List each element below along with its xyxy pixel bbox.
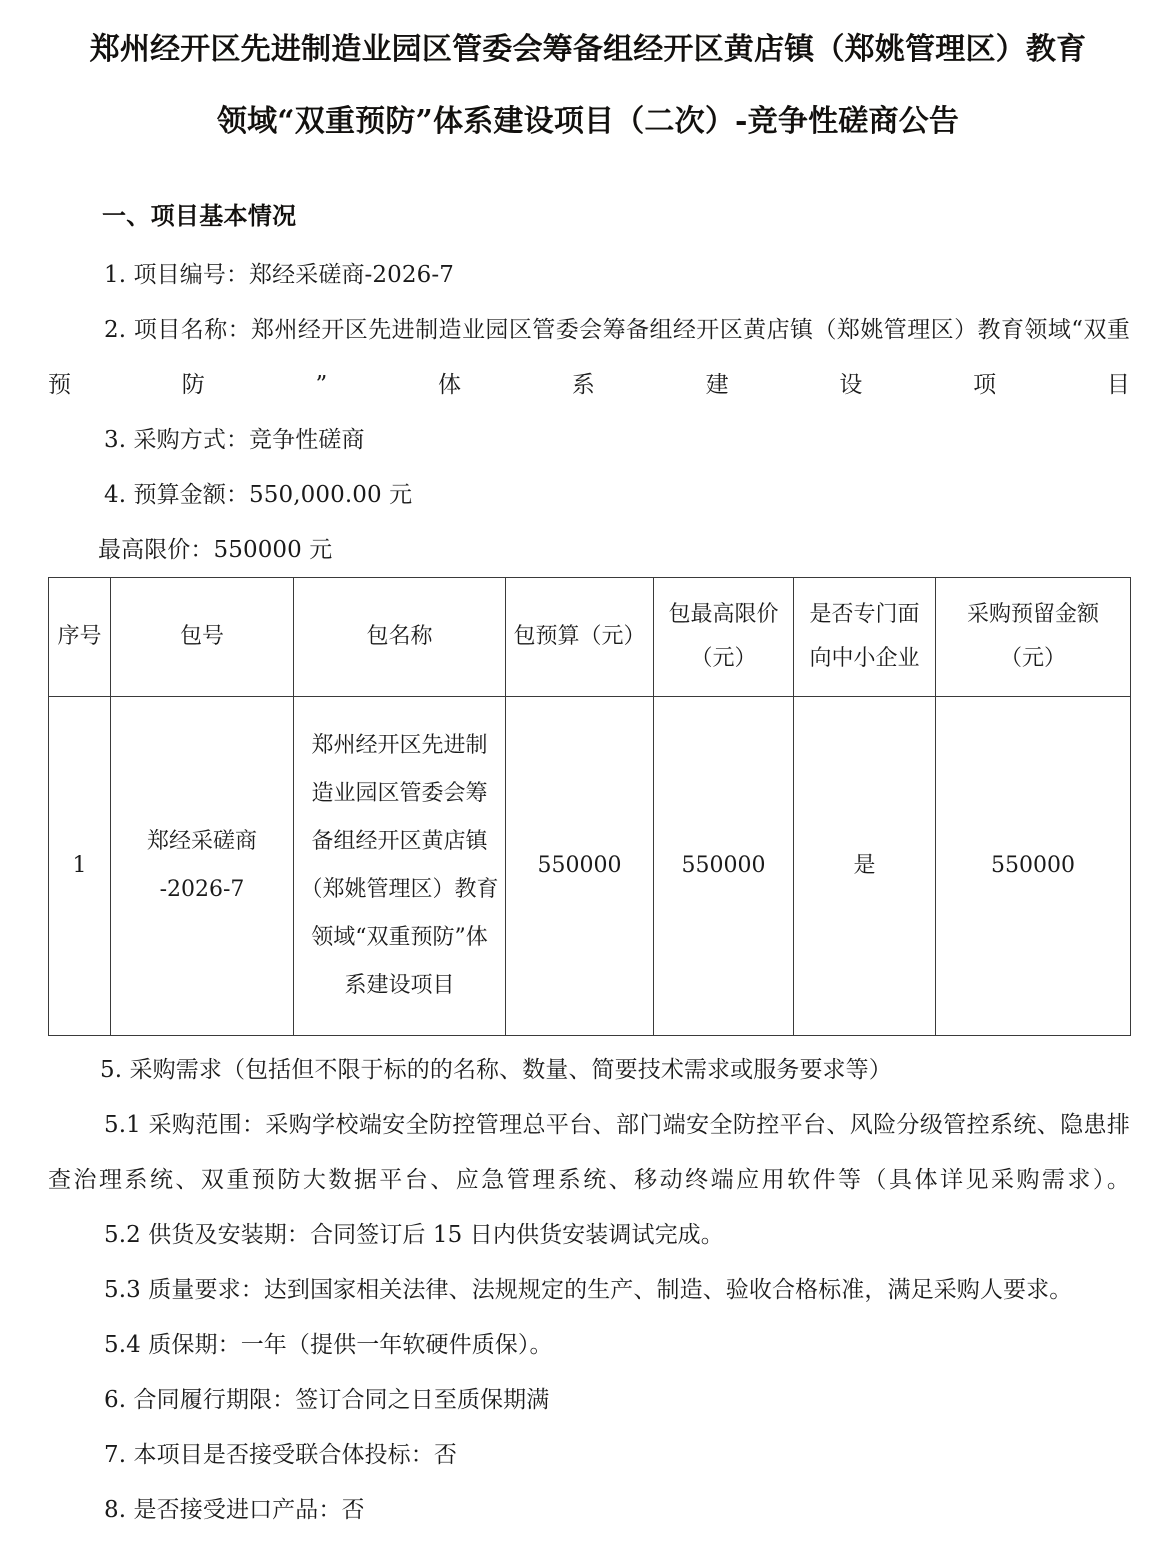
- section-heading-project-basics: 一、项目基本情况: [102, 201, 297, 230]
- column-header-package-budget: 包预算（元）: [506, 578, 654, 697]
- field-warranty-period: 5.4 质保期：一年（提供一年软硬件质保）。: [104, 1332, 553, 1358]
- column-header-reserve: 采购预留金额 （元）: [936, 578, 1131, 697]
- title-line-1: 郑州经开区先进制造业园区管委会筹备组经开区黄店镇（郑姚管理区）教育: [89, 32, 1087, 67]
- package-table: [48, 577, 1131, 1036]
- cell-sme: 是: [794, 697, 936, 1036]
- title-line-2: 领域“双重预防”体系建设项目（二次）-竞争性磋商公告: [216, 104, 960, 139]
- field-project-name: 2. 项目名称：郑州经开区先进制造业园区管委会筹备组经开区黄店镇（郑姚管理区）教育领域“双重预防”体系建设项目: [48, 317, 1130, 398]
- field-delivery-period: 5.2 供货及安装期：合同签订后 15 日内供货安装调试完成。: [104, 1222, 724, 1248]
- field-project-number: 1. 项目编号：郑经采磋商-2026-7: [104, 262, 454, 288]
- cell-package-name: 郑州经开区先进制 造业园区管委会筹 备组经开区黄店镇 （郑姚管理区）教育 领域“双重预防”体 系建设项目: [294, 697, 506, 1036]
- cell-reserve: 550000: [936, 697, 1131, 1036]
- column-header-sme: 是否专门面 向中小企业: [794, 578, 936, 697]
- field-consortium-bid: 7. 本项目是否接受联合体投标：否: [104, 1442, 457, 1468]
- cell-seq: 1: [49, 697, 111, 1036]
- field-requirement-title: 5. 采购需求（包括但不限于标的的名称、数量、简要技术需求或服务要求等）: [100, 1057, 892, 1083]
- field-contract-period: 6. 合同履行期限：签订合同之日至质保期满: [104, 1387, 550, 1413]
- cell-package-cap: 550000: [654, 697, 794, 1036]
- field-purchase-method: 3. 采购方式：竞争性磋商: [104, 427, 365, 453]
- table-header-row: [49, 578, 1131, 697]
- column-header-package-no: 包号: [111, 578, 294, 697]
- field-quality-requirement: 5.3 质量要求：达到国家相关法律、法规规定的生产、制造、验收合格标准，满足采购人要求。: [104, 1277, 1073, 1303]
- field-requirement-scope: 5.1 采购范围：采购学校端安全防控管理总平台、部门端安全防控平台、风险分级管控系统、隐患排查治理系统、双重预防大数据平台、应急管理系统、移动终端应用软件等（具体详见采购需求）。: [48, 1112, 1130, 1193]
- field-budget-amount: 4. 预算金额：550,000.00 元: [104, 482, 413, 508]
- column-header-package-cap: 包最高限价 （元）: [654, 578, 794, 697]
- table-row: [49, 697, 1131, 1036]
- column-header-seq: 序号: [49, 578, 111, 697]
- cell-package-budget: 550000: [506, 697, 654, 1036]
- column-header-package-name: 包名称: [294, 578, 506, 697]
- page-title: [48, 14, 1128, 158]
- field-imported-products: 8. 是否接受进口产品：否: [104, 1497, 365, 1523]
- cell-package-no: 郑经采磋商 -2026-7: [111, 697, 294, 1036]
- field-max-price: 最高限价：550000 元: [98, 537, 333, 563]
